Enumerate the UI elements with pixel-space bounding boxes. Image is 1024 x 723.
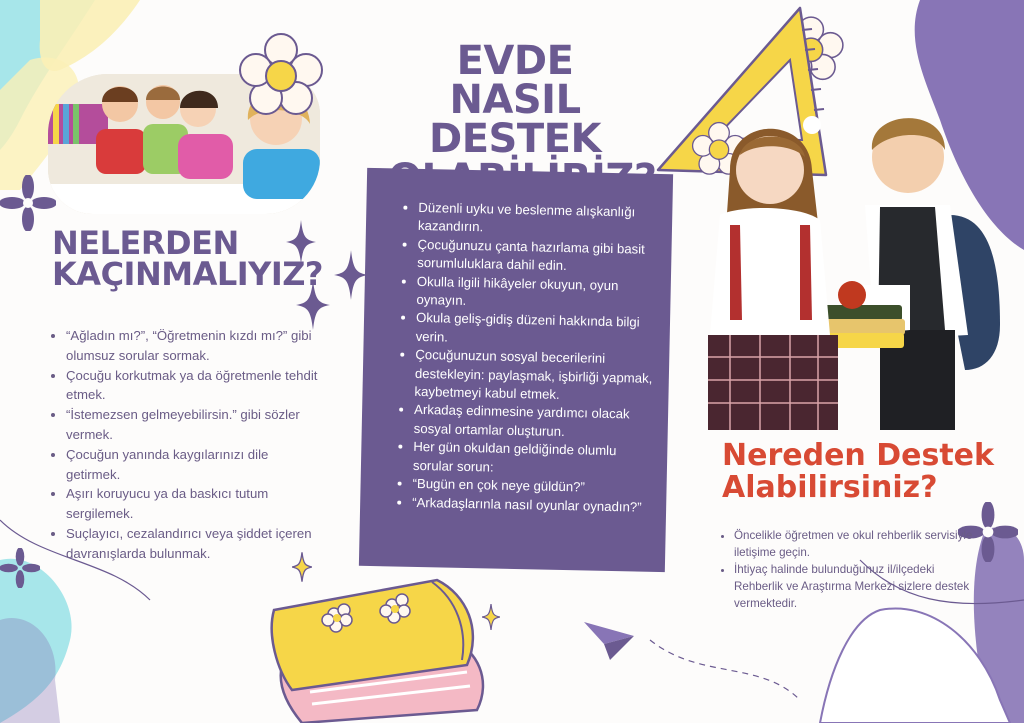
flower-decoration-top	[236, 30, 326, 120]
list-item: • Okula geliş-gidiş düzeni hakkında bilgi verin.	[415, 309, 661, 351]
list-item: • Çocuğu korkutmak ya da öğretmenle tehdit etmek.	[66, 366, 324, 406]
list-item: • “Bugün en çok neye güldün?”	[412, 475, 657, 499]
list-item: • İhtiyaç halinde bulunduğunuz il/ilçedeki Rehberlik ve Araştırma Merkezi sizlere destek vermektedir.	[734, 561, 979, 612]
list-item: • Okulla ilgili hikâyeler okuyun, oyun oynayın.	[416, 273, 662, 315]
list-item: • Arkadaş edinmesine yardımcı olacak sosyal ortamlar oluşturun.	[414, 401, 660, 443]
list-item: • Düzenli uyku ve beslenme alışkanlığı kazandırın.	[418, 199, 664, 241]
avoid-list	[48, 326, 324, 564]
list-item: • “İstemezsen gelmeyebilirsin.” gibi sözler vermek.	[66, 405, 324, 445]
home-support-list	[394, 199, 663, 517]
list-item: • Suçlayıcı, cezalandırıcı veya şiddet içeren davranışlarda bulunmak.	[66, 524, 324, 564]
stacked-books-illustration	[262, 570, 502, 723]
home-support-panel	[359, 168, 673, 572]
list-item: • Çocuğunuzu çanta hazırlama gibi basit sorumluluklara dahil edin.	[417, 236, 663, 278]
list-item: • Çocuğunuzun sosyal becerilerini destekleyin: paylaşmak, işbirliği yapmak, kaybetmeyi kabul etmek.	[414, 346, 660, 406]
list-item: • Çocuğun yanında kaygılarınızı dile getirmek.	[66, 445, 324, 485]
list-item: • “Arkadaşlarınla nasıl oyunlar oynadın?”	[412, 493, 657, 517]
list-item: • “Ağladın mı?”, “Öğretmenin kızdı mı?” gibi olumsuz sorular sormak.	[66, 326, 324, 366]
flower-outline-icon-bottom-left	[0, 548, 40, 588]
right-heading: Nereden Destek Alabilirsiniz?	[722, 438, 994, 505]
paper-plane-icon	[582, 618, 636, 662]
list-item: • Her gün okuldan geldiğinde olumlu sorular sorun:	[413, 438, 659, 480]
list-item: • Aşırı koruyucu ya da baskıcı tutum sergilemek.	[66, 484, 324, 524]
support-source-list	[718, 527, 979, 612]
flower-outline-icon-left	[0, 175, 56, 231]
left-heading: NELERDEN KAÇINMALIYIZ?	[52, 224, 323, 294]
list-item: • Öncelikle öğretmen ve okul rehberlik servisiyle iletişime geçin.	[734, 527, 979, 561]
sparkle-icon-2	[334, 250, 368, 300]
center-heading: EVDE NASIL DESTEK	[429, 38, 601, 163]
schoolchildren-photo	[700, 95, 1020, 430]
